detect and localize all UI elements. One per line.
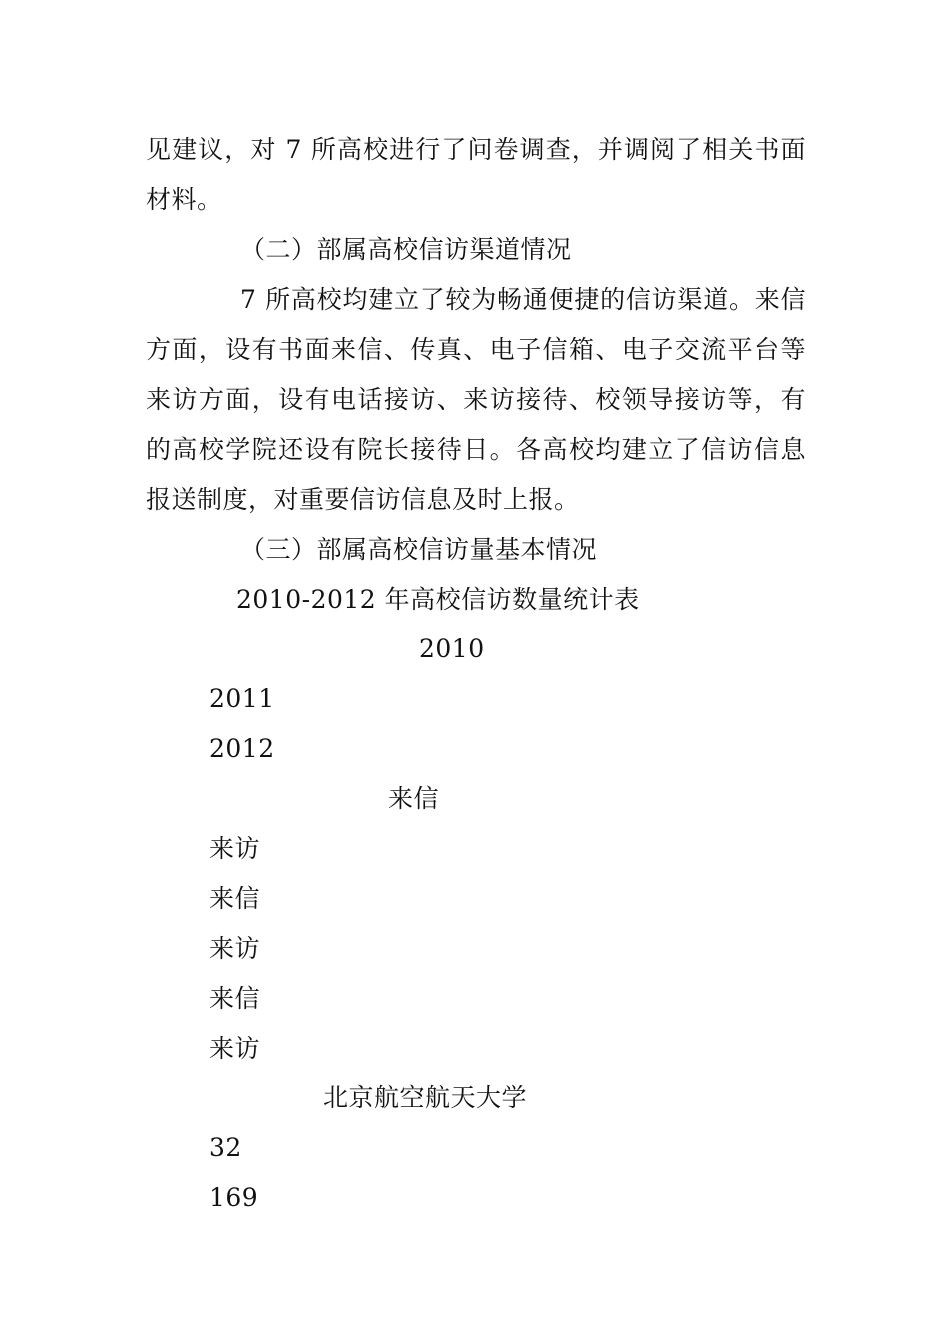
table-year-header: 2010 xyxy=(419,634,485,663)
paragraph-line: 的高校学院还设有院长接待日。各高校均建立了信访信息 xyxy=(146,435,806,464)
section-heading: （二）部属高校信访渠道情况 xyxy=(240,235,572,264)
table-cell-value: 169 xyxy=(209,1183,259,1212)
paragraph-line: 报送制度，对重要信访信息及时上报。 xyxy=(146,485,580,514)
paragraph-line: 材料。 xyxy=(146,185,223,214)
section-heading: （三）部属高校信访量基本情况 xyxy=(240,535,598,564)
paragraph-line: 方面，设有书面来信、传真、电子信箱、电子交流平台等 xyxy=(146,335,806,364)
table-column-header: 来信 xyxy=(209,884,261,913)
paragraph-line: 来访方面，设有电话接访、来访接待、校领导接访等，有 xyxy=(146,385,806,414)
table-row-school: 北京航空航天大学 xyxy=(323,1083,528,1112)
table-column-header: 来访 xyxy=(209,934,261,963)
table-year-header: 2011 xyxy=(209,684,275,713)
table-column-header: 来访 xyxy=(209,1034,261,1063)
table-column-header: 来信 xyxy=(209,984,261,1013)
table-cell-value: 32 xyxy=(209,1133,242,1162)
paragraph-line: 7 所高校均建立了较为畅通便捷的信访渠道。来信 xyxy=(240,285,806,314)
table-column-header: 来信 xyxy=(388,784,440,813)
table-year-header: 2012 xyxy=(209,734,275,763)
table-title: 2010-2012 年高校信访数量统计表 xyxy=(236,585,640,614)
table-column-header: 来访 xyxy=(209,834,261,863)
paragraph-line: 见建议，对 7 所高校进行了问卷调查，并调阅了相关书面 xyxy=(146,135,806,164)
